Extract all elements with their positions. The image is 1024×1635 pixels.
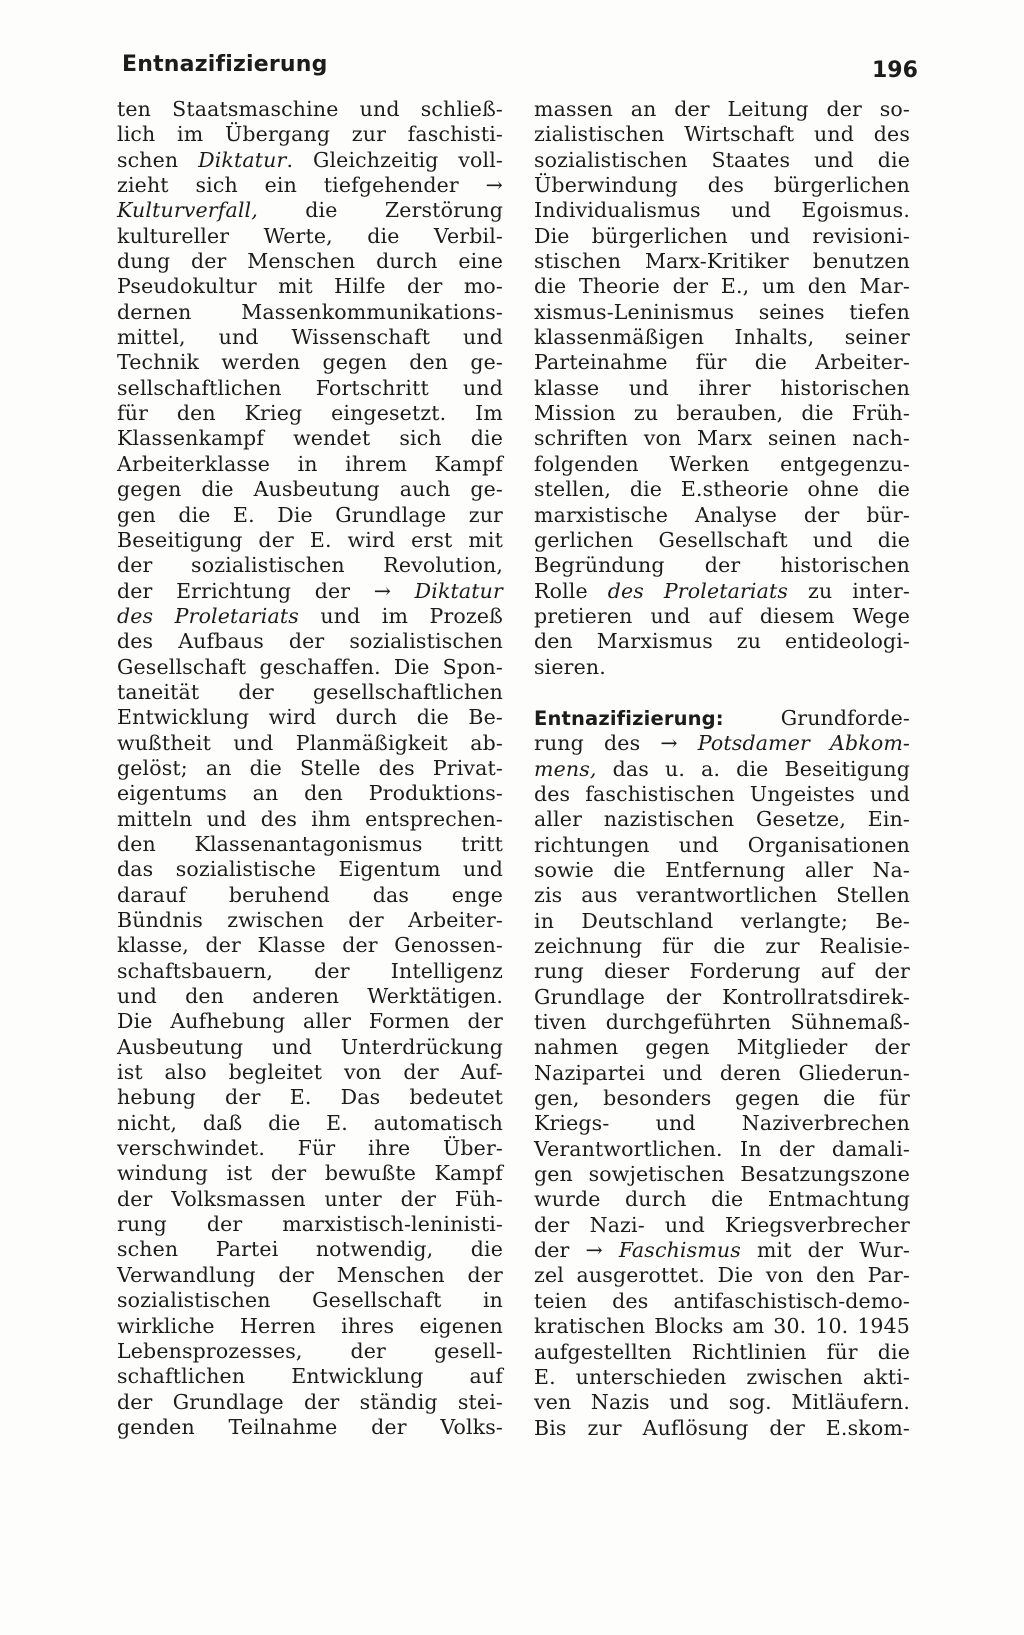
right-column: [534, 97, 910, 1441]
text-line: dernen Massenkommunikations-: [117, 299, 503, 324]
text-line: marxistische Analyse der bür-: [534, 502, 910, 527]
text-line: Verantwortlichen. In der damali-: [534, 1136, 910, 1161]
text-line: nahmen gegen Mitglieder der: [534, 1035, 910, 1060]
text-line: tiven durchgeführten Sühnemaß-: [534, 1010, 910, 1035]
text-line: mens, das u. a. die Beseitigung: [534, 756, 910, 781]
text-line: die Theorie der E., um den Mar-: [534, 274, 910, 299]
text-line: sieren.: [534, 654, 606, 679]
text-line: Bis zur Auflösung der E.skom-: [534, 1415, 910, 1440]
entry-headword: Entnazifizierung:: [534, 706, 724, 730]
text-line: E. unterschieden zwischen akti-: [534, 1364, 910, 1389]
text-line: rung dieser Forderung auf der: [534, 959, 910, 984]
text-line: taneität der gesellschaftlichen: [117, 679, 503, 704]
text-line: schen Partei notwendig, die: [117, 1237, 503, 1262]
text-line: mitteln und des ihm entsprechen-: [117, 806, 503, 831]
text-line: Gesellschaft geschaffen. Die Spon-: [117, 654, 503, 679]
text-line: Kriegs- und Naziverbrechen: [534, 1111, 910, 1136]
text-line: Bündnis zwischen der Arbeiter-: [117, 908, 503, 932]
text-line: zieht sich ein tiefgehender →: [117, 173, 503, 198]
text-line: massen an der Leitung der so-: [534, 97, 910, 121]
text-line: Mission zu berauben, die Früh-: [534, 401, 910, 426]
text-line: kultureller Werte, die Verbil-: [117, 223, 503, 248]
text-line: klasse und ihrer historischen: [534, 375, 910, 400]
text-line: stischen Marx-Kritiker benutzen: [534, 249, 910, 274]
text-line: ten Staatsmaschine und schließ-: [117, 97, 503, 121]
running-head: Entnazifizierung: [122, 52, 328, 77]
text-line: in Deutschland verlangte; Be-: [534, 908, 910, 933]
text-line: dung der Menschen durch eine: [117, 249, 503, 274]
entry-first-line-text: Grundforde-: [744, 705, 910, 730]
text-line: aufgestellten Richtlinien für die: [534, 1339, 910, 1364]
paragraph-gap: [534, 680, 910, 706]
text-line: rung der marxistisch-leninisti-: [117, 1212, 503, 1237]
text-line: Pseudokultur mit Hilfe der mo-: [117, 274, 503, 299]
text-line: zeichnung für die zur Realisie-: [534, 934, 910, 958]
text-line: Ausbeutung und Unterdrückung: [117, 1034, 503, 1059]
text-line: darauf beruhend das enge: [117, 882, 503, 907]
text-line: Individualismus und Egoismus.: [534, 198, 910, 223]
text-line: klassenmäßigen Inhalts, seiner: [534, 325, 910, 350]
text-line: klasse, der Klasse der Genossen-: [117, 933, 503, 958]
text-line: und den anderen Werktätigen.: [117, 984, 503, 1009]
text-line: des faschistischen Ungeistes und: [534, 781, 910, 806]
text-line: Überwindung des bürgerlichen: [534, 173, 910, 198]
text-line: folgenden Werken entgegenzu-: [534, 451, 910, 476]
text-line: Lebensprozesses, der gesell-: [117, 1338, 503, 1363]
text-line: Rolle des Proletariats zu inter-: [534, 578, 910, 603]
text-line: für den Krieg eingesetzt. Im: [117, 401, 503, 426]
text-line: Parteinahme für die Arbeiter-: [534, 350, 910, 375]
text-line: ven Nazis und sog. Mitläufern.: [534, 1390, 910, 1415]
text-line: eigentums an den Produktions-: [117, 781, 503, 806]
text-line: Die Aufhebung aller Formen der: [117, 1009, 503, 1034]
text-line: Die bürgerlichen und revisioni-: [534, 223, 910, 248]
text-line: sowie die Entfernung aller Na-: [534, 857, 910, 882]
text-line: stellen, die E.stheorie ohne die: [534, 477, 910, 502]
text-line: pretieren und auf diesem Wege: [534, 603, 910, 628]
text-line: der sozialistischen Revolution,: [117, 553, 503, 578]
text-line: wußtheit und Planmäßigkeit ab-: [117, 730, 503, 755]
text-line: gen die E. Die Grundlage zur: [117, 502, 503, 527]
text-line: der Errichtung der → Diktatur: [117, 578, 503, 603]
text-line: zialistischen Wirtschaft und des: [534, 122, 910, 147]
text-line: gelöst; an die Stelle des Privat-: [117, 755, 503, 780]
text-line: gerlichen Gesellschaft und die: [534, 527, 910, 552]
text-line: aller nazistischen Gesetze, Ein-: [534, 807, 910, 832]
text-line: hebung der E. Das bedeutet: [117, 1085, 503, 1110]
text-line: verschwindet. Für ihre Über-: [117, 1136, 503, 1161]
text-line: den Marxismus zu entideologi-: [534, 629, 910, 654]
text-line: ist also begleitet von der Auf-: [117, 1060, 503, 1085]
page-number: 196: [872, 58, 918, 83]
text-line: zis aus verantwortlichen Stellen: [534, 883, 910, 908]
text-line: Kulturverfall, die Zerstörung: [117, 198, 503, 223]
text-line: sellschaftlichen Fortschritt und: [117, 375, 503, 400]
text-line: Verwandlung der Menschen der: [117, 1262, 503, 1287]
text-line: kratischen Blocks am 30. 10. 1945: [534, 1314, 910, 1339]
text-line: xismus-Leninismus seines tiefen: [534, 299, 910, 324]
text-line: richtungen und Organisationen: [534, 832, 910, 857]
text-line: der Grundlage der ständig stei-: [117, 1389, 503, 1414]
text-line: genden Teilnahme der Volks-: [117, 1414, 503, 1439]
text-line: wurde durch die Entmachtung: [534, 1187, 910, 1212]
text-line: der → Faschismus mit der Wur-: [534, 1238, 910, 1263]
text-line: schen Diktatur. Gleichzeitig voll-: [117, 147, 503, 172]
text-line: rung des → Potsdamer Abkom-: [534, 731, 910, 756]
text-line: gen, besonders gegen die für: [534, 1086, 910, 1111]
text-line: lich im Übergang zur faschisti-: [117, 122, 503, 147]
text-line: schaftlichen Entwicklung auf: [117, 1364, 503, 1389]
text-line: Arbeiterklasse in ihrem Kampf: [117, 451, 503, 476]
left-column: [117, 97, 503, 1440]
text-line: der Nazi- und Kriegsverbrecher: [534, 1212, 910, 1237]
text-line: mittel, und Wissenschaft und: [117, 325, 503, 350]
text-line: schriften von Marx seinen nach-: [534, 426, 910, 451]
text-line: der Volksmassen unter der Füh-: [117, 1186, 503, 1211]
text-line: sozialistischen Gesellschaft in: [117, 1288, 503, 1313]
text-line: sozialistischen Staates und die: [534, 147, 910, 172]
text-line: windung ist der bewußte Kampf: [117, 1161, 503, 1186]
entry-first-line: [534, 706, 910, 731]
text-line: des Proletariats und im Prozeß: [117, 603, 503, 628]
text-line: teien des antifaschistisch-demo-: [534, 1288, 910, 1313]
text-line: gegen die Ausbeutung auch ge-: [117, 477, 503, 502]
text-line: Begründung der historischen: [534, 553, 910, 578]
text-line: des Aufbaus der sozialistischen: [117, 629, 503, 654]
text-line: Grundlage der Kontrollratsdirek-: [534, 984, 910, 1009]
text-line: Klassenkampf wendet sich die: [117, 426, 503, 451]
text-line: zel ausgerottet. Die von den Par-: [534, 1263, 910, 1288]
text-line: Technik werden gegen den ge-: [117, 350, 503, 375]
text-line: Beseitigung der E. wird erst mit: [117, 527, 503, 552]
text-line: Nazipartei und deren Gliederun-: [534, 1060, 910, 1085]
text-line: wirkliche Herren ihres eigenen: [117, 1313, 503, 1338]
text-line: den Klassenantagonismus tritt: [117, 831, 503, 856]
text-line: Entwicklung wird durch die Be-: [117, 705, 503, 730]
text-line: das sozialistische Eigentum und: [117, 857, 503, 882]
text-line: gen sowjetischen Besatzungszone: [534, 1162, 910, 1187]
text-line: schaftsbauern, der Intelligenz: [117, 958, 503, 983]
text-line: nicht, daß die E. automatisch: [117, 1110, 503, 1135]
